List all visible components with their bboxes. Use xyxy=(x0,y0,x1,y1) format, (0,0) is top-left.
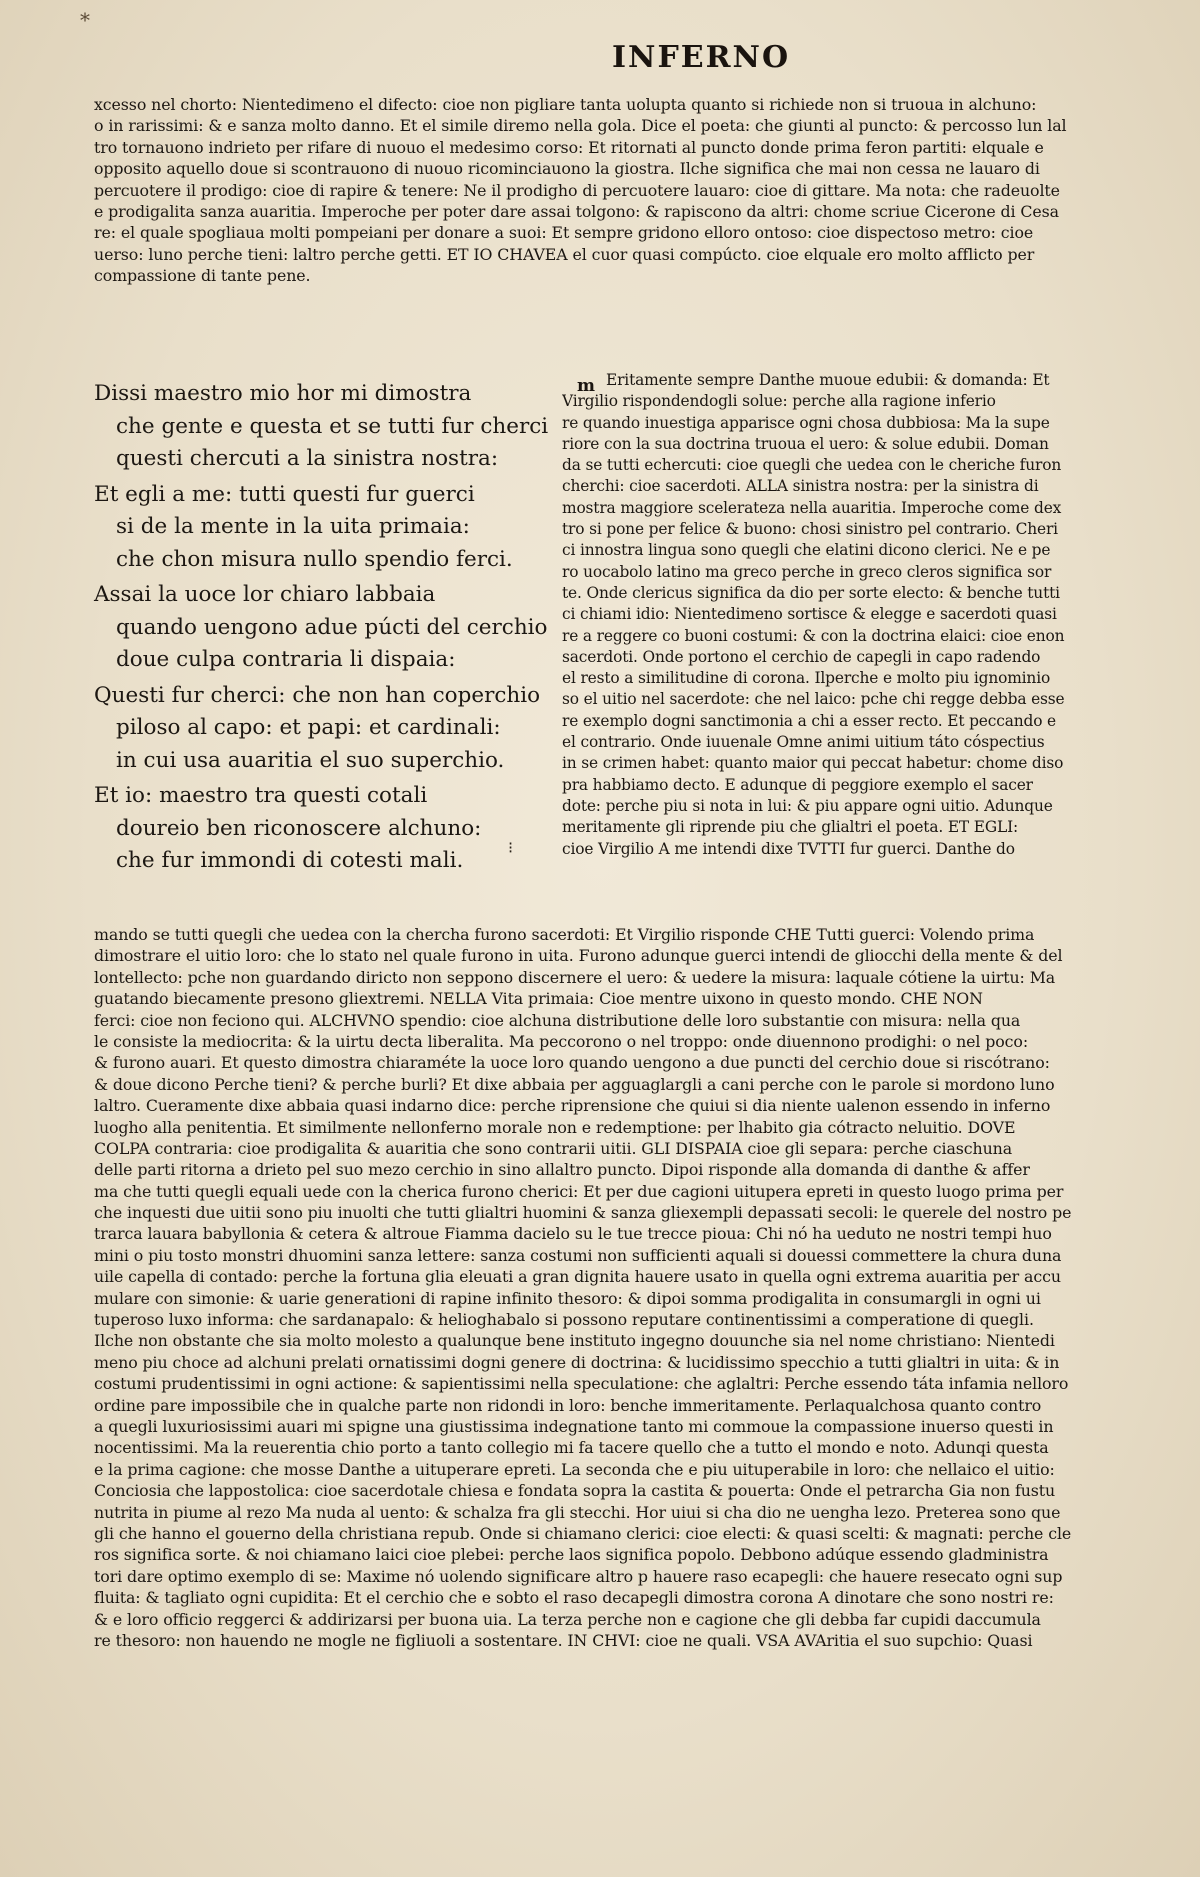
commentary-line: o in rarissimi: & e sanza molto danno. Et el simile diremo nella gola. Dice el poeta: che giunti al puncto: & percosso lun lal xyxy=(94,116,1067,136)
verse-line: Et egli a me: tutti questi fur guerci xyxy=(94,481,475,507)
tercet xyxy=(94,378,564,476)
verse-line: Dissi maestro mio hor mi dimostra xyxy=(94,381,472,406)
gloss-line: ci innostra lingua sono quegli che elatini dicono clerici. Ne e pe xyxy=(562,541,1051,560)
commentary-line xyxy=(94,1715,1144,1736)
verse-line: doue culpa contraria li dispaia: xyxy=(116,647,456,672)
gloss-line: pra habbiamo decto. E adunque di peggiore exemplo el sacer xyxy=(562,775,1033,794)
verse-line: questi chercuti a la sinistra nostra: xyxy=(116,446,499,471)
commentary-line: ma che tutti quegli equali uede con la cherica furono cherici: Et per due cagioni uitupera epreti in questo luogo prima per xyxy=(94,1181,1064,1201)
commentary-line xyxy=(94,1758,1144,1779)
commentary-line: mando se tutti quegli che uedea con la chercha furono sacerdoti: Et Virgilio risponde CHE Tutti guerci: Volendo prima xyxy=(94,925,1035,944)
gloss-line: Eritamente sempre Danthe muoue edubii: & domanda: Et xyxy=(606,371,1050,389)
commentary-line: e la prima cagione: che mosse Danthe a uituperare epreti. La seconda che e piu uituperabile in loro: che nellaico el uitio: xyxy=(94,1459,1055,1479)
gloss-line xyxy=(562,881,1158,902)
gloss-line: Virgilio rispondendogli solue: perche alla ragione inferio xyxy=(562,392,996,411)
commentary-line xyxy=(94,1822,1144,1843)
commentary-line: mini o piu tosto monstri dhuomini sanza lettere: sanza costumi non sufficienti aquali si douessi commettere la chura duna xyxy=(94,1245,1062,1265)
commentary-line: opposito aquello doue si scontrauono di nuouo ricominciauono la giostra. Ilche significa che mai non cessa ne lauaro di xyxy=(94,159,1040,179)
commentary-line: delle parti ritorna a drieto pel suo mezo cerchio in sino allaltro puncto. Dipoi risponde alla domanda di danthe & affer xyxy=(94,1160,1030,1180)
gloss-line: riore con la sua doctrina truoua el uero: & solue edubii. Doman xyxy=(562,434,1049,453)
commentary-line: e prodigalita sanza auaritia. Imperoche per poter dare assai tolgono: & rapiscono da altri: chome scriue Cicerone di Cesa xyxy=(94,201,1059,221)
commentary-line: luogho alla penitentia. Et similmente nellonferno morale non e redemptione: per lhabito gia cótracto neluitio. DOVE xyxy=(94,1117,1016,1137)
running-head: INFERNO xyxy=(612,40,791,75)
tercet xyxy=(94,680,564,778)
commentary-top xyxy=(94,94,1144,308)
verse-line: che gente e questa et se tutti fur cherci xyxy=(116,413,549,439)
commentary-line xyxy=(94,1737,1144,1758)
commentary-line: ros significa sorte. & noi chiamano laici cioe plebei: perche laos significa popolo. Debbono adúque essendo gladministra xyxy=(94,1545,1049,1565)
gloss-line: dote: perche piu si nota in lui: & piu appare ogni uitio. Adunque xyxy=(562,796,1053,815)
commentary-line: le consiste la mediocrita: & la uirtu decta liberalita. Ma peccorono o nel troppo: onde diuennono prodighi: o nel poco: xyxy=(94,1031,1029,1051)
verse-line: doureio ben riconoscere alchuno: xyxy=(116,815,482,841)
gloss-line: te. Onde clericus significa da dio per sorte electo: & benche tutti xyxy=(562,583,1060,602)
verse-line: quando uengono adue púcti del cerchio xyxy=(116,614,548,640)
gloss-line: da se tutti echercuti: cioe quegli che uedea con le cheriche furon xyxy=(562,456,1062,475)
commentary-line: uerso: luno perche tieni: laltro perche getti. ET IO CHAVEA el cuor quasi compúcto. cioe elquale ero molto afflicto per xyxy=(94,244,1035,264)
gloss-line: ci chiami idio: Nientedimeno sortisce & elegge e sacerdoti quasi xyxy=(562,605,1057,624)
commentary-line xyxy=(94,1673,1144,1694)
gloss-line: sacerdoti. Onde portono el cerchio de capegli in capo radendo xyxy=(562,647,1041,666)
commentary-line xyxy=(94,1694,1144,1715)
commentary-main xyxy=(94,924,1144,1844)
verse-line: in cui usa auaritia el suo superchio. xyxy=(116,747,505,773)
commentary-line: guatando biecamente presono gliextremi. NELLA Vita primaia: Cioe mentre uixono in questo mondo. CHE NON xyxy=(94,989,983,1009)
commentary-line: & doue dicono Perche tieni? & perche burli? Et dixe abbaia per agguaglargli a cani perche con le parole si mordono luno xyxy=(94,1074,1055,1094)
commentary-line: mulare con simonie: & uarie generationi di rapine infinito thesoro: & dipoi somma prodigalita in consumargli in ogni ui xyxy=(94,1288,1041,1308)
gloss-line xyxy=(562,860,1158,881)
commentary-line: lontellecto: pche non guardando diricto non seppono discernere el uero: & uedere la misura: laquale cótiene la uirtu: Ma xyxy=(94,967,1056,987)
commentary-line xyxy=(94,1780,1144,1801)
commentary-line: xcesso nel chorto: Nientedimeno el difecto: cioe non pigliare tanta uolupta quanto si richiede non si truoua in alchuno: xyxy=(94,95,1037,114)
commentary-line: nutrita in piume al rezo Ma nuda al uento: & schalza fra gli stecchi. Hor uiui si cha dio ne uengha lezo. Preterea sono que xyxy=(94,1502,1061,1522)
verse-line: Et io: maestro tra questi cotali xyxy=(94,783,428,808)
gloss-line: re exemplo dogni sanctimonia a chi a esser recto. Et peccando e xyxy=(562,711,1057,730)
gloss-line: cioe Virgilio A me intendi dixe TVTTI fur guerci. Danthe do xyxy=(562,839,1015,858)
gloss-line: in se crimen habet: quanto maior qui peccat habetur: chome diso xyxy=(562,754,1064,773)
verse-line: che fur immondi di cotesti mali. xyxy=(116,848,464,873)
commentary-line xyxy=(94,1651,1144,1672)
commentary-line: meno piu choce ad alchuni prelati ornatissimi dogni genere di doctrina: & lucidissimo specchio a tutti glialtri in uita: & in xyxy=(94,1352,1060,1372)
commentary-line: COLPA contraria: cioe prodigalita & auaritia che sono contrarii uitii. GLI DISPAIA cioe gli separa: perche ciaschuna xyxy=(94,1138,1013,1158)
commentary-line: gli che hanno el gouerno della christiana repub. Onde si chiamano clerici: cioe electi: & quasi scelti: & magnati: perche cle xyxy=(94,1523,1072,1543)
gloss-line xyxy=(562,902,1158,923)
commentary-line: fluita: & tagliato ogni cupidita: Et el cerchio che e sobto el raso decapegli dimostra corona A dinotare che sono nostri re: xyxy=(94,1588,1054,1608)
commentary-line: laltro. Cueramente dixe abbaia quasi indarno dice: perche riprensione che quiui si dia niente ualenon essendo in inferno xyxy=(94,1096,1051,1116)
commentary-line: ordine pare impossibile che in qualche parte non ridondi in loro: benche immeritamente. Perlaqualchosa quanto contro xyxy=(94,1395,1042,1415)
commentary-line: re: el quale spogliaua molti pompeiani per donare a suoi: Et sempre gridono elloro ontoso: cioe dispectoso metro: cioe xyxy=(94,223,1034,243)
commentary-line xyxy=(94,1801,1144,1822)
tercet xyxy=(94,579,564,677)
commentary-line: a quegli luxuriosissimi auari mi spigne una giustissima indegnatione tanto mi commoue la compassione inuerso questi in xyxy=(94,1416,1054,1436)
gloss-line: cherchi: cioe sacerdoti. ALLA sinistra nostra: per la sinistra di xyxy=(562,477,1039,496)
initial-guide-letter: m xyxy=(577,376,595,396)
gloss-line: re a reggere co buoni costumi: & con la doctrina elaici: cioe enon xyxy=(562,626,1065,645)
commentary-line: uile capella di contado: perche la fortuna glia eleuati a gran dignita hauere usato in quella ogni extrema auaritia per accu xyxy=(94,1267,1061,1287)
verse-line: piloso al capo: et papi: et cardinali: xyxy=(116,715,501,740)
commentary-line: compassione di tante pene. xyxy=(94,266,311,286)
folio-mark: * xyxy=(80,8,90,32)
verse-line: si de la mente in la uita primaia: xyxy=(116,514,470,539)
gloss-line: tro si pone per felice & buono: chosi sinistro pel contrario. Cheri xyxy=(562,520,1058,539)
commentary-line: tori dare optimo exemplo di se: Maxime nó uolendo significare altro p hauere raso ecapegli: che hauere resecato ogni sup xyxy=(94,1566,1063,1586)
commentary-line: re thesoro: non hauendo ne mogle ne figliuoli a sostentare. IN CHVI: cioe ne quali. VSA AVAritia el suo supchio: Quasi xyxy=(94,1630,1033,1650)
commentary-line: trarca lauara babyllonia & cetera & altroue Fiamma dacielo su le tue trecce pioua: Chi nó ha ueduto ne nostri tempi huo xyxy=(94,1224,1052,1244)
verse-line: che chon misura nullo spendio ferci. xyxy=(116,546,513,572)
commentary-line: Conciosia che lappostolica: cioe sacerdotale chiesa e fondata sopra la castita & pouerta: Onde el petrarcha Gia non fustu xyxy=(94,1481,1056,1501)
verse-marker: ⁝ xyxy=(508,838,514,857)
commentary-line: & e loro officio reggerci & addirizarsi per buona uia. La terza perche non e cagione che gli debba far cupidi daccumula xyxy=(94,1609,1041,1629)
commentary-line: dimostrare el uitio loro: che lo stato nel quale furono in uita. Furono adunque guerci intendi de gliocchi della mente & del xyxy=(94,946,1063,966)
commentary-line: nocentissimi. Ma la reuerentia chio porto a tanto collegio mi fa tacere quello che a tutto el mondo e noto. Adunqi questa xyxy=(94,1438,1049,1458)
gloss-line: so el uitio nel sacerdote: che nel laico: pche chi regge debba esse xyxy=(562,690,1065,709)
gloss-line: el resto a similitudine di corona. Ilperche e molto piu ignominio xyxy=(562,669,1051,688)
gloss-line: mostra maggiore scelerateza nella auaritia. Imperoche come dex xyxy=(562,498,1062,517)
commentary-line: costumi prudentissimi in ogni actione: & sapientissimi nella speculatione: che aglaltri: Perche essendo táta infamia nelloro xyxy=(94,1374,1069,1394)
gloss-line: re quando inuestiga apparisce ogni chosa dubbiosa: Ma la supe xyxy=(562,413,1050,432)
gloss-line: ro uocabolo latino ma greco perche in greco cleros significa sor xyxy=(562,562,1052,581)
gloss-line: el contrario. Onde iuuenale Omne animi uitium táto cóspectius xyxy=(562,733,1045,752)
verse-line: Questi fur cherci: che non han coperchio xyxy=(94,682,541,708)
commentary-line: Ilche non obstante che sia molto molesto a qualunque bene instituto ingegno douunche sia nel nome christiano: Nientedi xyxy=(94,1331,1055,1351)
commentary-line: ferci: cioe non feciono qui. ALCHVNO spendio: cioe alchuna distributione delle loro substantie con misura: nella qua xyxy=(94,1010,1021,1030)
commentary-line: percuotere il prodigo: cioe di rapire & tenere: Ne il prodigho di percuotere lauaro: cioe di gittare. Ma nota: che radeuolte xyxy=(94,180,1060,200)
gloss-line: meritamente gli riprende piu che glialtri el poeta. ET EGLI: xyxy=(562,818,1019,837)
verse-line: Assai la uoce lor chiaro labbaia xyxy=(94,582,436,607)
commentary-gloss xyxy=(562,370,1158,945)
tercet xyxy=(94,780,564,878)
commentary-line: che inquesti due uitii sono piu inuolti che tutti glialtri huomini & sanza gliexempli depassati secoli: le querele del nostro pe xyxy=(94,1203,1072,1223)
poem-text xyxy=(94,378,564,881)
commentary-line: tuperoso luxo informa: che sardanapalo: & helioghabalo si possono reputare continentissimi a comperatione di quegli. xyxy=(94,1310,1034,1330)
commentary-line: tro tornauono indrieto per rifare di nuouo el medesimo corso: Et ritornati al puncto donde prima feron partiti: elquale e xyxy=(94,137,1044,157)
tercet xyxy=(94,479,564,577)
commentary-line xyxy=(94,287,1144,308)
commentary-line: & furono auari. Et questo dimostra chiaraméte la uoce loro quando uengono a due puncti del cerchio doue si riscótrano: xyxy=(94,1053,1050,1073)
